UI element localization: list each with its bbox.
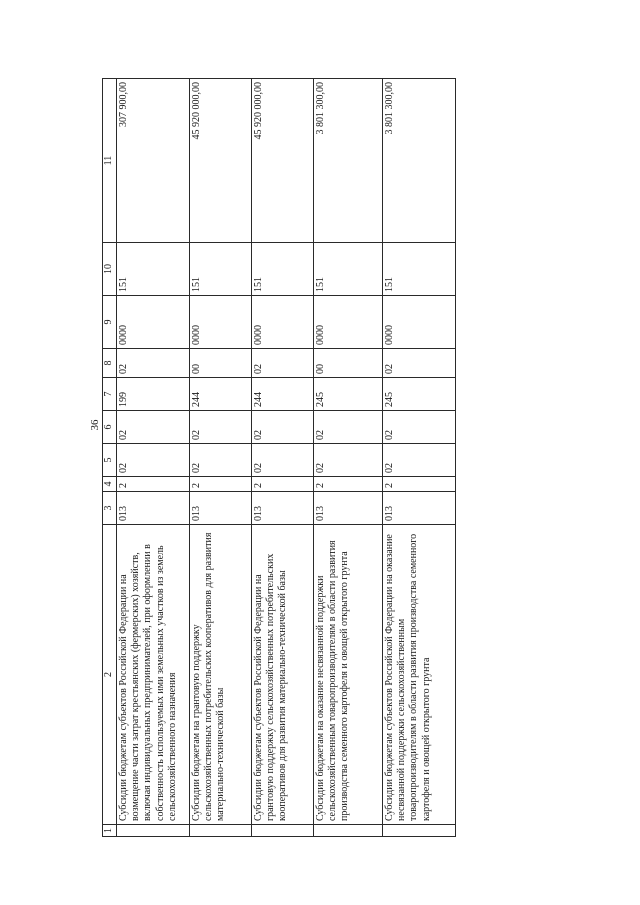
code-cell: 2 (252, 477, 314, 492)
code-cell: 151 (383, 243, 456, 296)
code-cell: 199 (117, 378, 190, 411)
code-cell: 02 (252, 444, 314, 477)
column-header: 8 (103, 349, 117, 378)
column-header: 1 (103, 825, 117, 837)
amount-cell: 3 801 300,00 (383, 79, 456, 243)
row-name-cell: Субсидии бюджетам субъектов Российской Федерации на оказание несвязанной поддержки сельскохозяйственным товаропроизводителям в области развития производства семенного картофеля и овощей открытого грунта (383, 525, 456, 825)
code-cell: 0000 (314, 296, 383, 349)
column-header: 6 (103, 411, 117, 444)
code-cell: 02 (117, 349, 190, 378)
code-cell: 02 (314, 411, 383, 444)
row-number-cell (252, 825, 314, 837)
code-cell: 00 (314, 349, 383, 378)
code-cell: 02 (252, 349, 314, 378)
column-header: 9 (103, 296, 117, 349)
table-row (383, 79, 456, 837)
code-cell: 013 (314, 492, 383, 525)
code-cell: 02 (117, 444, 190, 477)
amount-cell: 307 900,00 (117, 79, 190, 243)
code-cell: 02 (190, 411, 252, 444)
code-cell: 02 (252, 411, 314, 444)
code-cell: 0000 (117, 296, 190, 349)
code-cell: 245 (314, 378, 383, 411)
rotated-page (102, 79, 490, 837)
code-cell: 013 (190, 492, 252, 525)
code-cell: 0000 (190, 296, 252, 349)
column-header: 5 (103, 444, 117, 477)
code-cell: 02 (190, 444, 252, 477)
row-number-cell (190, 825, 252, 837)
code-cell: 013 (383, 492, 456, 525)
table-row (252, 79, 314, 837)
code-cell: 02 (383, 444, 456, 477)
amount-cell: 45 920 000,00 (190, 79, 252, 243)
table-row (314, 79, 383, 837)
code-cell: 151 (252, 243, 314, 296)
amount-cell: 45 920 000,00 (252, 79, 314, 243)
row-name-cell: Субсидии бюджетам на грантовую поддержку сельскохозяйственных потребительских кооперативов для развития материально-технической базы (190, 525, 252, 825)
column-number-row (103, 79, 117, 837)
code-cell: 151 (117, 243, 190, 296)
code-cell: 2 (117, 477, 190, 492)
code-cell: 02 (383, 411, 456, 444)
budget-table (102, 78, 456, 837)
table-row (117, 79, 190, 837)
column-header: 11 (103, 79, 117, 243)
code-cell: 2 (383, 477, 456, 492)
code-cell: 244 (190, 378, 252, 411)
row-number-cell (117, 825, 190, 837)
code-cell: 244 (252, 378, 314, 411)
code-cell: 0000 (383, 296, 456, 349)
code-cell: 151 (190, 243, 252, 296)
code-cell: 013 (252, 492, 314, 525)
column-header: 4 (103, 477, 117, 492)
code-cell: 00 (190, 349, 252, 378)
amount-cell: 3 801 300,00 (314, 79, 383, 243)
code-cell: 013 (117, 492, 190, 525)
column-header: 10 (103, 243, 117, 296)
column-header: 7 (103, 378, 117, 411)
code-cell: 02 (314, 444, 383, 477)
row-number-cell (314, 825, 383, 837)
column-header: 3 (103, 492, 117, 525)
page-number: 36 (89, 419, 101, 431)
column-header: 2 (103, 525, 117, 825)
code-cell: 02 (117, 411, 190, 444)
code-cell: 151 (314, 243, 383, 296)
row-number-cell (383, 825, 456, 837)
code-cell: 245 (383, 378, 456, 411)
row-name-cell: Субсидии бюджетам субъектов Российской Федерации на возмещение части затрат крестьянских (фермерских) хозяйств, включая индивидуальных предпринимателей, при оформлении в собственность используемых ими земельных участков из земель сельскохозяйственного назначения (117, 525, 190, 825)
code-cell: 2 (314, 477, 383, 492)
code-cell: 02 (383, 349, 456, 378)
code-cell: 2 (190, 477, 252, 492)
row-name-cell: Субсидии бюджетам субъектов Российской Федерации на грантовую поддержку сельскохозяйственных потребительских кооперативов для развития материально-технической базы (252, 525, 314, 825)
table-row (190, 79, 252, 837)
code-cell: 0000 (252, 296, 314, 349)
row-name-cell: Субсидии бюджетам на оказание несвязанной поддержки сельскохозяйственным товаропроизводителям в области развития производства семенного картофеля и овощей открытого грунта (314, 525, 383, 825)
